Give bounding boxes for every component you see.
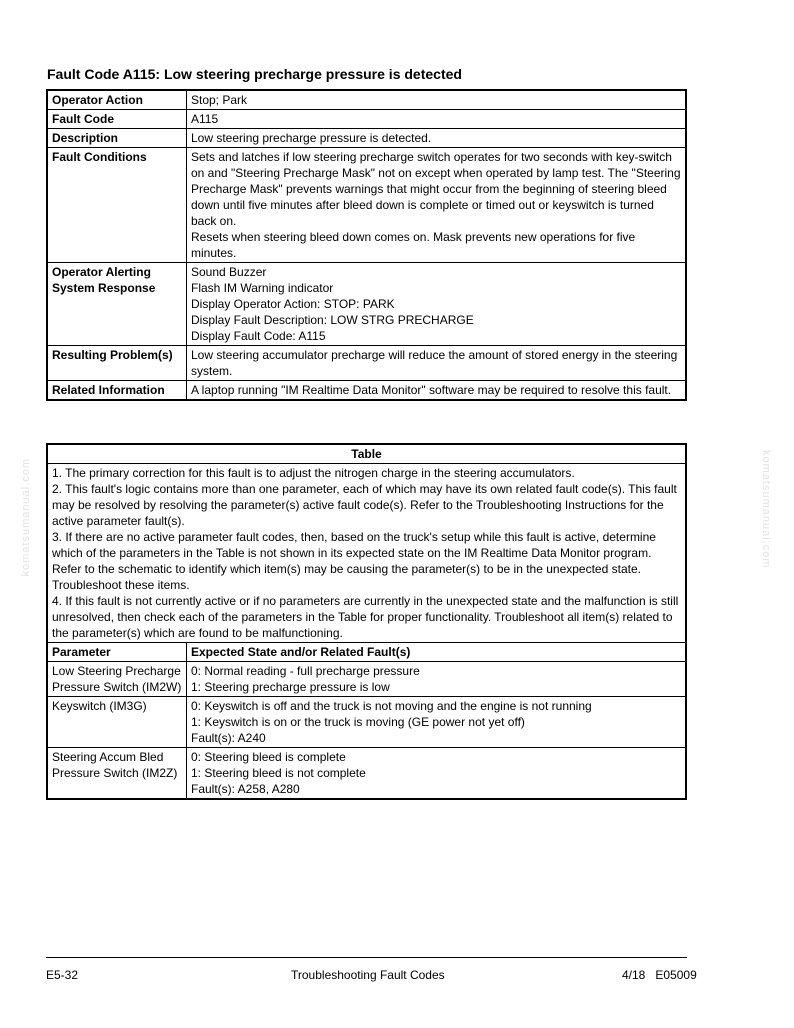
row-key: Fault Code bbox=[47, 110, 187, 129]
column-header-parameter: Parameter bbox=[47, 643, 187, 662]
row-key: Operator Action bbox=[47, 90, 187, 110]
expected-cell: 0: Steering bleed is complete 1: Steering bleed is not complete Fault(s): A258, A280 bbox=[187, 748, 687, 800]
parameter-table bbox=[46, 443, 687, 800]
row-key: Fault Conditions bbox=[47, 148, 187, 263]
watermark-left: komatsumanual.com bbox=[20, 458, 32, 577]
expected-cell: 0: Normal reading - full precharge pressure 1: Steering precharge pressure is low bbox=[187, 662, 687, 697]
column-header-row bbox=[47, 643, 686, 662]
note: 2. This fault's logic contains more than one parameter, each of which may have its own related fault code(s). This fault may be resolved by resolving the parameter(s) active fault code(s). Refer to the Troubleshooting Instructions for the active parameter fault(s). bbox=[52, 482, 677, 528]
row-value: Sound Buzzer Flash IM Warning indicator Display Operator Action: STOP: PARK Display Fault Description: LOW STRG PRECHARGE Display Fault Code: A115 bbox=[187, 263, 687, 346]
table-row bbox=[47, 381, 686, 401]
note: 4. If this fault is not currently active or if no parameters are currently in the unexpected state and the malfunction is still unresolved, then check each of the parameters in the Table for proper functionality. Troubleshoot all item(s) related to the parameter(s) which are found to be malfunctioning. bbox=[52, 594, 679, 640]
footer-date: 4/18 bbox=[622, 968, 646, 982]
row-value: A laptop running "IM Realtime Data Monitor" software may be required to resolve this fault. bbox=[187, 381, 687, 401]
footer-section-title: Troubleshooting Fault Codes bbox=[291, 968, 445, 982]
notes-row bbox=[47, 464, 686, 643]
table-row bbox=[47, 697, 686, 748]
parameter-cell: Low Steering Precharge Pressure Switch (IM2W) bbox=[47, 662, 187, 697]
table-row bbox=[47, 129, 686, 148]
column-header-expected: Expected State and/or Related Fault(s) bbox=[187, 643, 687, 662]
row-value: Sets and latches if low steering precharge switch operates for two seconds with key-switch on and "Steering Precharge Mask" not on except when operated by lamp test. The "Steering Precharge Mask" prevents warnings that might occur from the beginning of steering bleed down until five minutes after bleed down is complete or timed out or keyswitch is turned back on. Resets when steering bleed down comes on. Mask prevents new operations for five minutes. bbox=[187, 148, 687, 263]
row-key: Related Information bbox=[47, 381, 187, 401]
row-value: Low steering precharge pressure is detected. bbox=[187, 129, 687, 148]
row-value: Low steering accumulator precharge will reduce the amount of stored energy in the steering system. bbox=[187, 346, 687, 381]
table-row bbox=[47, 148, 686, 263]
footer-doc-number: E05009 bbox=[655, 968, 697, 982]
row-key: Operator Alerting System Response bbox=[47, 263, 187, 346]
table-row bbox=[47, 748, 686, 800]
table-heading: Table bbox=[47, 444, 686, 464]
fault-info-table bbox=[46, 89, 687, 401]
row-value: A115 bbox=[187, 110, 687, 129]
page-title: Fault Code A115: Low steering precharge pressure is detected bbox=[47, 66, 462, 82]
notes-cell bbox=[47, 464, 686, 643]
note: 3. If there are no active parameter fault codes, then, based on the truck's setup while this fault is active, determine which of the parameters in the Table is not shown in its expected state on the IM Realtime Data Monitor program. Refer to the schematic to identify which item(s) may be causing the parameter(s) to be in the unexpected state. Troubleshoot these items. bbox=[52, 530, 656, 592]
footer-page-number: E5-32 bbox=[46, 968, 79, 982]
note: 1. The primary correction for this fault is to adjust the nitrogen charge in the steering accumulators. bbox=[52, 466, 575, 480]
table-header-row bbox=[47, 444, 686, 464]
parameter-cell: Steering Accum Bled Pressure Switch (IM2Z) bbox=[47, 748, 187, 800]
table-row bbox=[47, 90, 686, 110]
table-row bbox=[47, 263, 686, 346]
row-key: Description bbox=[47, 129, 187, 148]
table-row bbox=[47, 346, 686, 381]
row-key: Resulting Problem(s) bbox=[47, 346, 187, 381]
expected-cell: 0: Keyswitch is off and the truck is not moving and the engine is not running 1: Keyswitch is on or the truck is moving (GE power not yet off) Fault(s): A240 bbox=[187, 697, 687, 748]
watermark-right: komatsumanual.com bbox=[760, 450, 772, 569]
footer-doc-info bbox=[622, 968, 697, 982]
table-row bbox=[47, 662, 686, 697]
table-row bbox=[47, 110, 686, 129]
row-value: Stop; Park bbox=[187, 90, 687, 110]
parameter-cell: Keyswitch (IM3G) bbox=[47, 697, 187, 748]
footer-divider bbox=[46, 957, 687, 958]
